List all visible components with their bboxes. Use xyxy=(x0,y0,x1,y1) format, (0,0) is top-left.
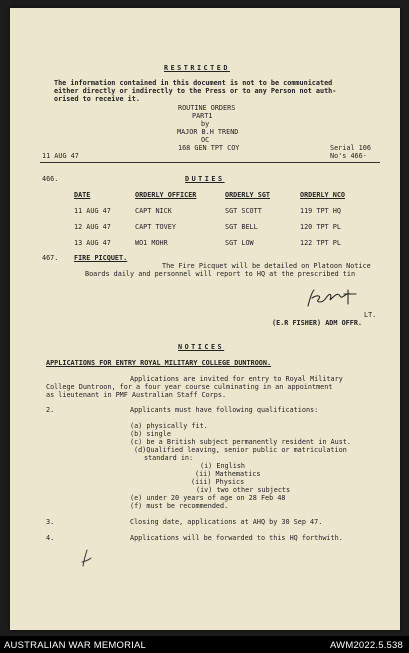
handwritten-initial xyxy=(80,548,94,568)
notice-line-2: either directly or indirectly to the Press or to any Person not auth- xyxy=(54,87,337,95)
fire-picquet-line-1: The Fire Picquet will be detailed on Platoon Notice xyxy=(162,262,371,270)
orders-unit: 168 GEN TPT COY xyxy=(178,144,240,152)
duty-officer: CAPT TOVEY xyxy=(135,223,176,231)
qualification-b: (b) single xyxy=(130,430,171,438)
orders-officer: MAJOR B.H TREND xyxy=(177,128,239,136)
orders-oc: OC xyxy=(201,136,210,144)
duty-officer: WO1 MOHR xyxy=(135,239,168,247)
archive-footer xyxy=(0,636,409,653)
duties-heading: DUTIES xyxy=(185,175,225,183)
qualification-d-cont: standard in: xyxy=(144,454,194,462)
notice-line-1: The information contained in this document is not to be communicated xyxy=(54,79,333,87)
footer-source: AUSTRALIAN WAR MEMORIAL xyxy=(4,640,147,651)
qualification-e: (e) under 20 years of age on 28 Feb 48 xyxy=(130,494,286,502)
subject-iv: (iv) two other subjects xyxy=(196,486,291,494)
duties-col-sgt: ORDERLY SGT xyxy=(225,191,271,199)
duty-nco: 122 TPT PL xyxy=(300,239,341,247)
duty-sgt: SGT BELL xyxy=(225,223,258,231)
duty-officer: CAPT NICK xyxy=(135,207,172,215)
qualification-f: (f) must be recommended. xyxy=(130,502,229,510)
order-numbers: No's 466- xyxy=(330,152,367,160)
item-3-number: 3. xyxy=(46,518,55,526)
header-divider xyxy=(40,162,380,163)
duties-col-date: DATE xyxy=(74,191,91,199)
subject-ii: (ii) Mathematics xyxy=(195,470,261,478)
notice-para-line-3: as lieutenant in PMF Australian Staff Corps. xyxy=(46,391,227,399)
signatory-rank: LT. xyxy=(364,311,377,319)
notice-para-line-1: Applications are invited for entry to Royal Military xyxy=(130,375,343,383)
subject-i: (i) English xyxy=(200,462,246,470)
document-page xyxy=(10,8,400,630)
notice-line-3: orised to receive it. xyxy=(54,95,140,103)
duty-date: 12 AUG 47 xyxy=(74,223,111,231)
duties-col-officer: ORDERLY OFFICER xyxy=(135,191,197,199)
qualification-a: (a) physically fit. xyxy=(130,422,208,430)
qualification-d: (d)Qualified leaving, senior public or matriculation xyxy=(134,446,347,454)
duty-sgt: SGT LOW xyxy=(225,239,254,247)
notice-para-line-2: College Duntroon, for a four year course culminating in an appointment xyxy=(46,383,333,391)
fire-picquet-number: 467. xyxy=(42,254,59,262)
notices-subheading: APPLICATIONS FOR ENTRY ROYAL MILITARY COLLEGE DUNTROON. xyxy=(46,359,272,367)
duty-date: 13 AUG 47 xyxy=(74,239,111,247)
orders-by: by xyxy=(201,120,210,128)
signatory-name: (E.R FISHER) ADM OFFR. xyxy=(272,319,363,327)
orders-title: ROUTINE ORDERS xyxy=(178,104,236,112)
qualification-c: (c) be a British subject permanently resident in Aust. xyxy=(130,438,351,446)
fire-picquet-title: FIRE PICQUET. xyxy=(74,254,128,262)
handwritten-signature xyxy=(304,286,368,310)
classification-label: RESTRICTED xyxy=(164,64,230,72)
duty-date: 11 AUG 47 xyxy=(74,207,111,215)
notices-heading: NOTICES xyxy=(178,343,225,351)
duties-number: 466. xyxy=(42,175,59,183)
duty-nco: 120 TPT PL xyxy=(300,223,341,231)
footer-accession: AWM2022.5.538 xyxy=(329,640,403,651)
item-4-number: 4. xyxy=(46,534,55,542)
item-3-text: Closing date, applications at AHQ by 30 Sep 47. xyxy=(130,518,323,526)
serial-number: Serial 106 xyxy=(330,144,371,152)
fire-picquet-line-2: Boards daily and personnel will report to HQ at the prescribed tin xyxy=(85,270,356,278)
item-2-text: Applicants must have following qualifications: xyxy=(130,406,319,414)
duties-col-nco: ORDERLY NCO xyxy=(300,191,346,199)
item-2-number: 2. xyxy=(46,406,55,414)
order-date: 11 AUG 47 xyxy=(42,152,79,160)
orders-part: PART1 xyxy=(192,112,213,120)
duty-nco: 119 TPT HQ xyxy=(300,207,341,215)
duty-sgt: SGT SCOTT xyxy=(225,207,262,215)
subject-iii: (iii) Physics xyxy=(191,478,245,486)
item-4-text: Applications will be forwarded to this HQ forthwith. xyxy=(130,534,343,542)
